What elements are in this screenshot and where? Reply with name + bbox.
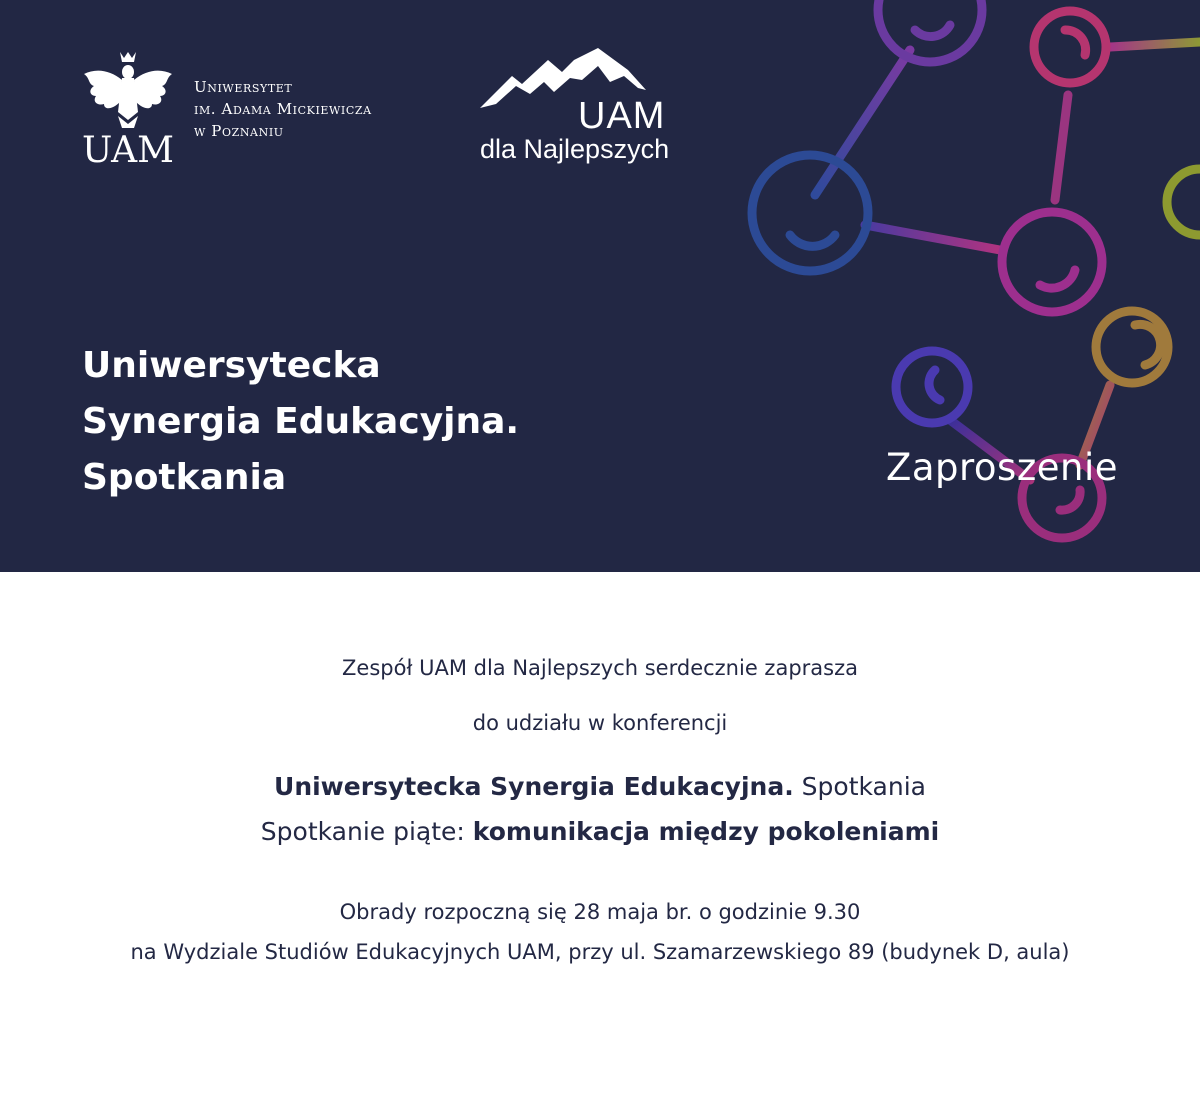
participation-text: do udziału w konferencji xyxy=(472,711,728,735)
location-info: na Wydziale Studiów Edukacyjnych UAM, przy ul. Szamarzewskiego 89 (budynek D, aula) xyxy=(130,940,1070,964)
meeting-prefix: Spotkanie piąte: xyxy=(260,817,473,846)
uam-dla-najlepszych-logo xyxy=(478,46,698,171)
program-logo-name: UAM xyxy=(578,95,666,137)
conference-title-line: Synergia Edukacyjna. xyxy=(82,401,520,442)
university-name xyxy=(194,76,372,142)
invitation-label: Zaproszenie xyxy=(886,446,1118,489)
meeting-topic-line xyxy=(0,817,1200,846)
eagle-emblem-icon xyxy=(82,50,174,166)
invitation-body xyxy=(0,572,1200,1100)
conference-name-bold: Uniwersytecka Synergia Edukacyjna. xyxy=(274,772,794,801)
intro-text: Zespół UAM dla Najlepszych serdecznie zaprasza xyxy=(342,656,858,680)
university-name-line: im. Adama Mickiewicza xyxy=(194,100,372,118)
meeting-topic: komunikacja między pokoleniami xyxy=(472,817,940,846)
program-logo-tagline: dla Najlepszych xyxy=(480,134,670,164)
university-name-line: w Poznaniu xyxy=(194,122,284,140)
conference-name-rest: Spotkania xyxy=(793,772,926,801)
conference-title xyxy=(82,338,519,506)
uam-logo-letters: UAM xyxy=(82,130,174,166)
conference-title-line: Spotkania xyxy=(82,457,287,498)
conference-name xyxy=(0,772,1200,801)
conference-title-line: Uniwersytecka xyxy=(82,345,381,386)
start-info: Obrady rozpoczną się 28 maja br. o godzinie 9.30 xyxy=(339,900,861,924)
uam-logo xyxy=(82,50,174,166)
university-name-line: Uniwersytet xyxy=(194,78,293,96)
